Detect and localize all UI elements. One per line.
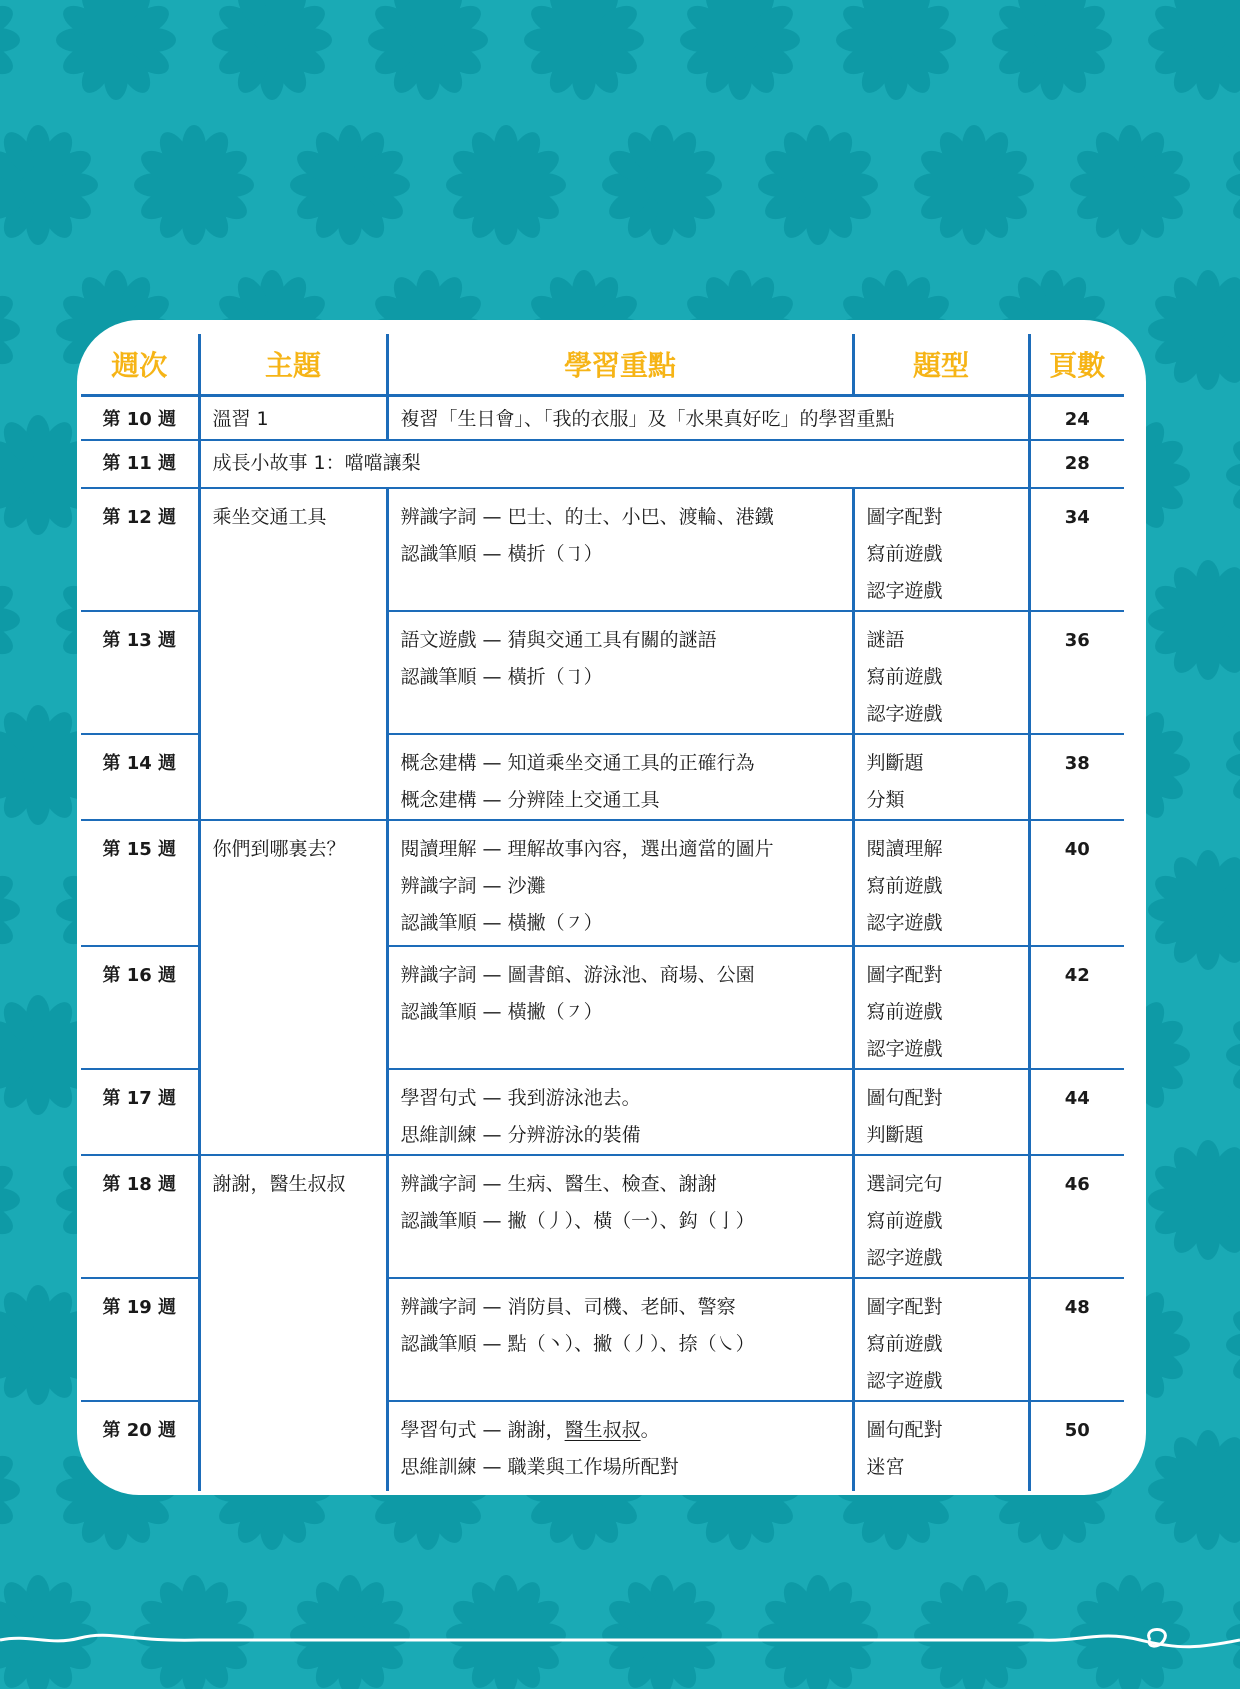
type-cell: [853, 1401, 1029, 1491]
type-cell: [853, 488, 1029, 611]
week-cell: 第 10 週: [81, 396, 199, 440]
type-cell: [853, 1069, 1029, 1155]
focus-line: 閱讀理解 — 理解故事內容，選出適當的圖片: [400, 837, 774, 860]
week-cell: 第 15 週: [81, 820, 199, 946]
focus-cell: [387, 488, 853, 611]
type-cell: [853, 1155, 1029, 1278]
type-line: 迷宮: [866, 1455, 905, 1478]
type-cell: [853, 734, 1029, 820]
focus-line: 認識筆順 — 橫撇（㇇）: [400, 911, 603, 934]
header-theme: 主題: [199, 334, 387, 396]
type-cell: [853, 1278, 1029, 1401]
focus-cell: [387, 1278, 853, 1401]
page-cell: 34: [1029, 488, 1124, 611]
focus-cell: [387, 734, 853, 820]
type-cell: [853, 946, 1029, 1069]
type-line: 認字遊戲: [866, 702, 943, 725]
type-line: 判斷題: [866, 751, 924, 774]
focus-cell: [387, 396, 1029, 440]
decorative-footer-line: [0, 1620, 1240, 1660]
type-line: 圖字配對: [866, 1295, 943, 1318]
page-cell: 44: [1029, 1069, 1124, 1155]
focus-cell: [387, 611, 853, 734]
page-cell: 48: [1029, 1278, 1124, 1401]
type-line: 閱讀理解: [866, 837, 943, 860]
type-line: 認字遊戲: [866, 1246, 943, 1269]
table-row: [81, 820, 1124, 946]
page-cell: 42: [1029, 946, 1124, 1069]
table-row: [81, 488, 1124, 611]
focus-line: 辨識字詞 — 圖書館、游泳池、商場、公園: [400, 963, 755, 986]
page-cell: 50: [1064, 1419, 1090, 1441]
type-cell: [853, 820, 1029, 946]
focus-line: 認識筆順 — 橫折（㇆）: [400, 665, 603, 688]
week-cell: 第 17 週: [81, 1069, 199, 1155]
theme-cell: 乘坐交通工具: [199, 488, 387, 820]
schedule-card: [77, 320, 1146, 1495]
focus-line: 認識筆順 — 橫折（㇆）: [400, 542, 603, 565]
focus-line: 語文遊戲 — 猜與交通工具有關的謎語: [400, 628, 717, 651]
focus-underlined-term: 醫生叔叔: [564, 1418, 641, 1441]
week-cell: 第 19 週: [81, 1278, 199, 1401]
type-line: 謎語: [866, 628, 905, 651]
focus-line: 辨識字詞 — 沙灘: [400, 874, 546, 897]
type-line: 認字遊戲: [866, 1369, 943, 1392]
focus-line: 概念建構 — 分辨陸上交通工具: [400, 788, 660, 811]
page-cell: 24: [1029, 396, 1124, 440]
week-cell: 第 11 週: [81, 440, 199, 488]
week-cell: 第 20 週: [81, 1401, 199, 1491]
focus-cell: [387, 1401, 853, 1491]
focus-line: [401, 1412, 840, 1449]
focus-line: 學習句式 — 我到游泳池去。: [400, 1086, 641, 1109]
page-cell: 38: [1029, 734, 1124, 820]
week-cell: 第 12 週: [81, 488, 199, 611]
type-line: 圖字配對: [866, 505, 943, 528]
table-row: [81, 440, 1124, 488]
page-cell: 28: [1029, 440, 1124, 488]
page-cell: 46: [1029, 1155, 1124, 1278]
type-line: 分類: [866, 788, 905, 811]
type-line: 寫前遊戲: [866, 665, 943, 688]
header-type: 題型: [853, 334, 1029, 396]
type-line: 寫前遊戲: [866, 1209, 943, 1232]
focus-line: 辨識字詞 — 生病、醫生、檢查、謝謝: [400, 1172, 717, 1195]
page-cell: 40: [1029, 820, 1124, 946]
focus-cell: [387, 946, 853, 1069]
type-line: 判斷題: [866, 1123, 924, 1146]
type-line: 認字遊戲: [866, 911, 943, 934]
theme-cell: 你們到哪裏去？: [199, 820, 387, 1155]
schedule-table: [81, 334, 1124, 1491]
type-line: 寫前遊戲: [866, 542, 943, 565]
focus-line: 辨識字詞 — 消防員、司機、老師、警察: [400, 1295, 736, 1318]
focus-suffix: 。: [640, 1418, 660, 1441]
type-line: 寫前遊戲: [866, 1000, 943, 1023]
focus-cell: [387, 1069, 853, 1155]
week-cell: 第 14 週: [81, 734, 199, 820]
week-cell: 第 13 週: [81, 611, 199, 734]
type-cell: [853, 611, 1029, 734]
focus-line: 認識筆順 — 撇（丿）、橫（一）、鈎（亅）: [400, 1209, 755, 1232]
theme-cell: 成長小故事 1：噹噹讓梨: [199, 440, 1029, 488]
focus-cell: [387, 1155, 853, 1278]
focus-line: 思維訓練 — 職業與工作場所配對: [400, 1455, 679, 1478]
theme-cell: 溫習 1: [199, 396, 387, 440]
week-cell: 第 16 週: [81, 946, 199, 1069]
type-line: 寫前遊戲: [866, 1332, 943, 1355]
focus-line: 認識筆順 — 點（丶）、撇（丿）、捺（㇏）: [400, 1332, 755, 1355]
type-line: 圖字配對: [866, 963, 943, 986]
page-cell: 36: [1029, 611, 1124, 734]
table-row: [81, 1155, 1124, 1278]
type-line: 認字遊戲: [866, 579, 943, 602]
header-page: 頁數: [1029, 334, 1124, 396]
table-header-row: [81, 334, 1124, 396]
week-cell: 第 18 週: [81, 1155, 199, 1278]
focus-cell: [387, 820, 853, 946]
focus-prefix: 學習句式 — 謝謝，: [400, 1418, 565, 1441]
focus-line: 複習「生日會」、「我的衣服」及「水果真好吃」的學習重點: [400, 408, 895, 430]
focus-line: 認識筆順 — 橫撇（㇇）: [400, 1000, 603, 1023]
type-line: 寫前遊戲: [866, 874, 943, 897]
table-row: [81, 396, 1124, 440]
focus-line: 概念建構 — 知道乘坐交通工具的正確行為: [400, 751, 755, 774]
type-line: 圖句配對: [866, 1418, 943, 1441]
header-week: 週次: [81, 334, 199, 396]
focus-line: 辨識字詞 — 巴士、的士、小巴、渡輪、港鐵: [400, 505, 774, 528]
header-focus: 學習重點: [387, 334, 853, 396]
focus-line: 思維訓練 — 分辨游泳的裝備: [400, 1123, 641, 1146]
type-line: 圖句配對: [866, 1086, 943, 1109]
type-line: 認字遊戲: [866, 1037, 943, 1060]
type-line: 選詞完句: [866, 1172, 943, 1195]
theme-cell: 謝謝，醫生叔叔: [199, 1155, 387, 1491]
